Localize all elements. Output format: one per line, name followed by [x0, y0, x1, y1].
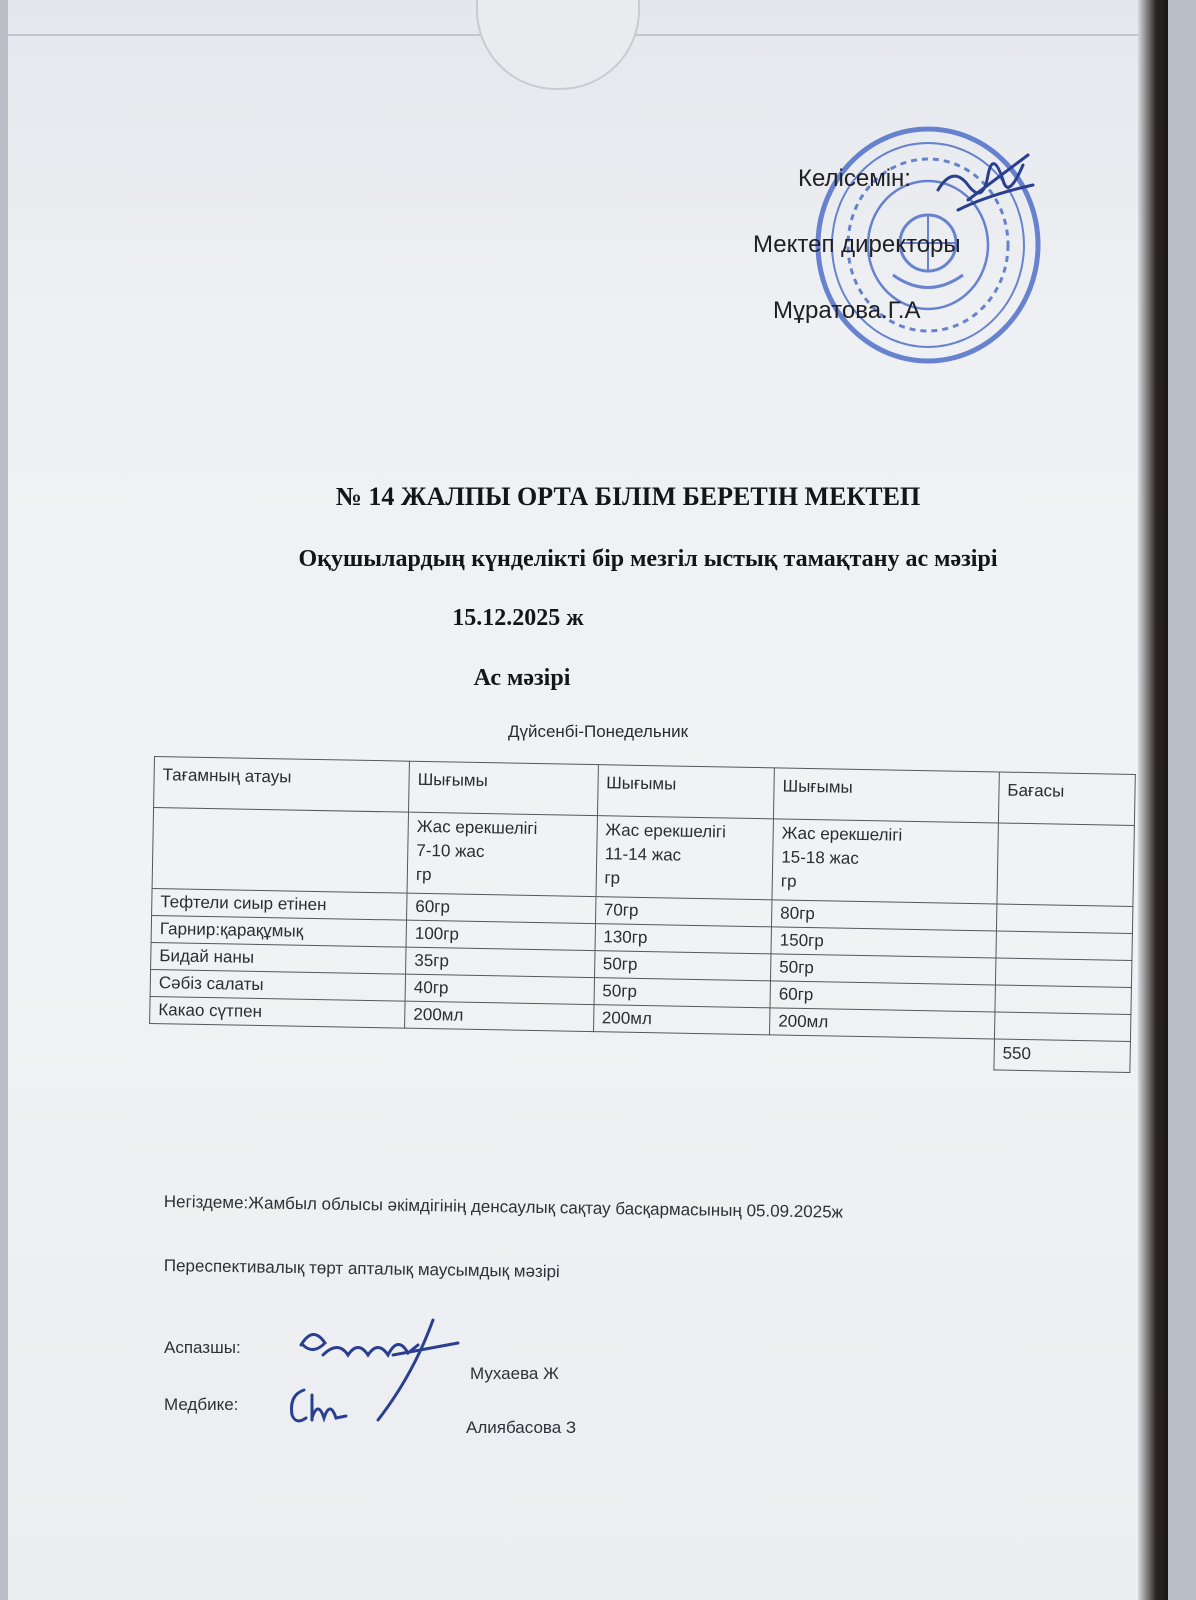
- yield-cell: 200мл: [405, 1001, 594, 1031]
- age-group-range: 7-10 жас: [416, 840, 485, 862]
- yield-cell: 100гр: [406, 920, 595, 950]
- nurse-label: Медбике:: [164, 1395, 239, 1414]
- age-group-range: 15-18 жас: [781, 847, 859, 868]
- yield-cell: 60гр: [407, 893, 596, 923]
- dish-name: Тефтели сиыр етінен: [152, 888, 408, 920]
- dish-name: Гарнир:қарақұмық: [151, 915, 407, 947]
- menu-table: [149, 756, 1136, 1073]
- cook-name: Мухаева Ж: [470, 1364, 559, 1383]
- age-group-7-10: [407, 812, 597, 896]
- director-signature-icon: [928, 145, 1038, 225]
- age-group-11-14: [596, 816, 774, 900]
- menu-subtitle: Оқушылардың күнделікті бір мезгіл ыстық тамақтану ас мәзірі: [298, 546, 998, 572]
- column-header-yield-3: Шығымы: [773, 768, 999, 823]
- column-header-price: Бағасы: [998, 772, 1135, 825]
- approval-label: Келісемін:: [798, 165, 911, 192]
- yield-cell: 60гр: [770, 981, 995, 1012]
- basis-line-1: Негіздеме:Жамбыл облысы әкімдігінің денсаулық сақтау басқармасының 05.09.2025ж: [163, 1192, 844, 1222]
- menu-sheet: [8, 0, 1168, 1600]
- age-group-unit: гр: [415, 864, 432, 885]
- menu-date: 15.12.2025 ж: [452, 605, 584, 631]
- menu-title: Ас мәзірі: [473, 665, 571, 691]
- background-edge: [1138, 0, 1168, 1600]
- age-group-unit: гр: [604, 868, 621, 888]
- dish-name: Сәбіз салаты: [150, 969, 406, 1001]
- weekday-label: Дүйсенбі-Понедельник: [507, 722, 689, 741]
- yield-cell: 150гр: [771, 927, 996, 958]
- total-price: 550: [994, 1039, 1131, 1072]
- dish-name: Какао сүтпен: [150, 996, 406, 1028]
- price-cell: [996, 904, 1133, 933]
- column-header-dish: Тағамның атауы: [154, 757, 410, 813]
- age-group-15-18: [772, 819, 998, 904]
- price-cell: [994, 1012, 1131, 1041]
- cook-label: Аспазшы:: [164, 1338, 241, 1357]
- yield-cell: 70гр: [595, 897, 772, 927]
- director-title: Мектеп директоры: [753, 231, 961, 258]
- school-name: № 14 ЖАЛПЫ ОРТА БІЛІМ БЕРЕТІН МЕКТЕП: [335, 482, 921, 511]
- yield-cell: 35гр: [406, 947, 595, 977]
- age-group-range: 11-14 жас: [604, 844, 682, 865]
- approval-block: [708, 155, 1028, 355]
- basis-line-2: Переспективалық төрт апталық маусымдық мәзірі: [163, 1256, 560, 1282]
- column-header-yield-2: Шығымы: [597, 765, 774, 819]
- yield-cell: 130гр: [595, 924, 772, 954]
- yield-cell: 50гр: [771, 954, 996, 985]
- nurse-signature-icon: [284, 1380, 354, 1430]
- nurse-name: Алиябасова З: [466, 1418, 577, 1437]
- column-header-yield-1: Шығымы: [409, 761, 598, 815]
- sheet-protector-notch: [476, 0, 640, 90]
- dish-name: Бидай наны: [151, 942, 407, 974]
- price-cell: [996, 931, 1133, 960]
- yield-cell: 200мл: [593, 1005, 770, 1035]
- yield-cell: 200мл: [770, 1008, 995, 1039]
- yield-cell: 40гр: [405, 974, 594, 1004]
- price-cell: [995, 958, 1132, 987]
- age-group-label: Жас ерекшелігі: [781, 823, 903, 845]
- age-group-label: Жас ерекшелігі: [605, 820, 727, 842]
- yield-cell: 50гр: [594, 951, 771, 981]
- age-group-label: Жас ерекшелігі: [416, 816, 538, 839]
- price-cell: [995, 985, 1132, 1014]
- table-cell-empty: [152, 808, 409, 894]
- age-group-unit: гр: [780, 871, 797, 891]
- yield-cell: 80гр: [772, 900, 997, 931]
- director-name: Мұратова.Г.А: [773, 297, 921, 324]
- table-cell-empty: [997, 823, 1135, 906]
- yield-cell: 50гр: [594, 978, 771, 1008]
